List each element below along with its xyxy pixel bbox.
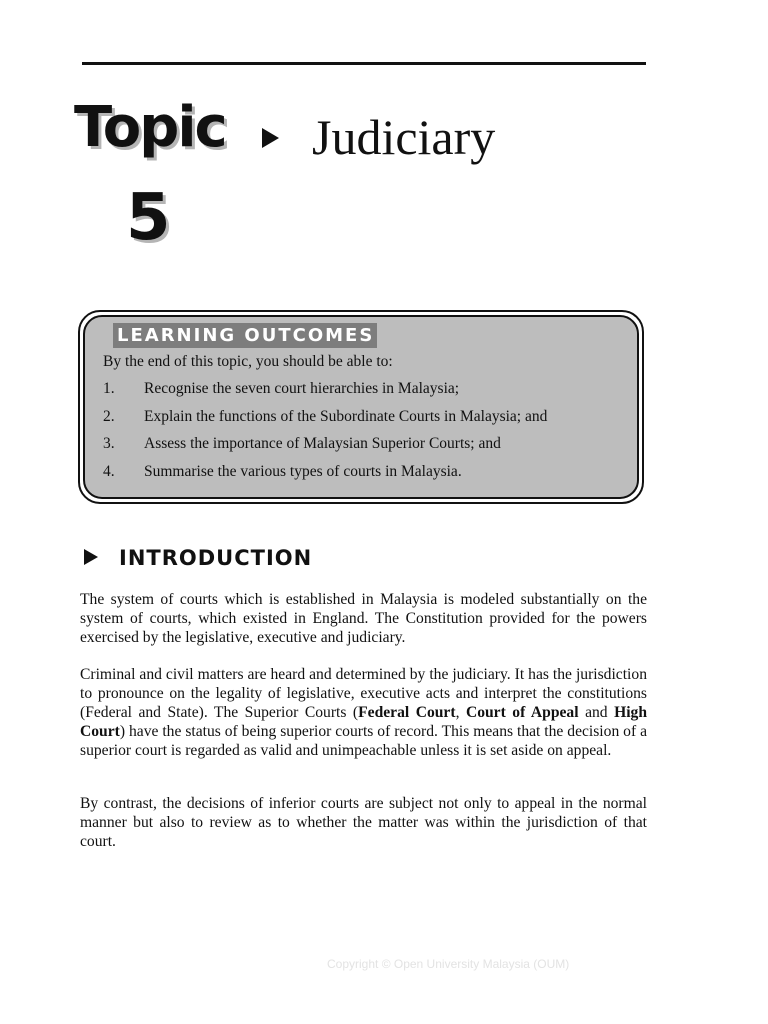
learning-outcomes-intro: By the end of this topic, you should be able to: <box>103 353 393 370</box>
list-item-number: 4. <box>103 462 115 480</box>
list-item <box>103 462 547 490</box>
list-item-text: Explain the functions of the Subordinate Courts in Malaysia; and <box>144 407 548 425</box>
paragraph-2-text-end: ) have the status of being superior courts of record. This means that the decision of a superior court is regarded as valid and unimpeachable unless it is set aside on appeal. <box>80 723 647 759</box>
page-title: Judiciary <box>312 109 496 165</box>
section-heading-introduction: INTRODUCTION <box>119 546 313 570</box>
paragraph-1: The system of courts which is established in Malaysia is modeled substantially on the system of courts, which existed in England. The Constitution provided for the powers exercised by the legislative, executive and judiciary. <box>80 591 647 646</box>
list-item-number: 3. <box>103 435 115 452</box>
list-item-number: 2. <box>103 407 115 425</box>
list-item-number: 1. <box>103 380 115 397</box>
learning-outcomes-panel <box>83 315 639 499</box>
triangle-right-icon <box>262 128 279 148</box>
list-item-text: Summarise the various types of courts in Malaysia. <box>144 462 462 480</box>
list-item <box>103 379 547 407</box>
topic-number: 5 <box>126 181 171 255</box>
separator-text: , <box>455 704 466 721</box>
top-rule <box>82 62 646 65</box>
list-item-text: Assess the importance of Malaysian Superior Courts; and <box>144 435 501 452</box>
federal-court-term: Federal Court <box>358 704 456 721</box>
paragraph-2 <box>80 665 647 760</box>
high-court-term: High Court <box>80 704 648 740</box>
triangle-right-icon <box>84 549 98 565</box>
copyright-footer: Copyright © Open University Malaysia (OUM) <box>327 957 570 971</box>
list-item-text: Recognise the seven court hierarchies in Malaysia; <box>144 380 460 397</box>
separator-text: and <box>578 704 615 721</box>
learning-outcomes-heading: LEARNING OUTCOMES <box>113 323 377 348</box>
learning-outcomes-box <box>78 310 644 504</box>
paragraph-2-text: Criminal and civil matters are heard and determined by the judiciary. It has the jurisdiction to pronounce on the legality of legislative, executive acts and interpret the constitutions (Federal and State). The Superior Courts ( <box>80 666 647 721</box>
learning-outcomes-list <box>103 379 547 489</box>
court-of-appeal-term: Court of Appeal <box>465 704 579 721</box>
list-item <box>103 407 547 435</box>
list-item <box>103 434 547 462</box>
topic-label: Topic <box>74 95 226 160</box>
paragraph-3: By contrast, the decisions of inferior courts are subject not only to appeal in the normal manner but also to review as to whether the matter was within the jurisdiction of that court. <box>80 795 647 850</box>
